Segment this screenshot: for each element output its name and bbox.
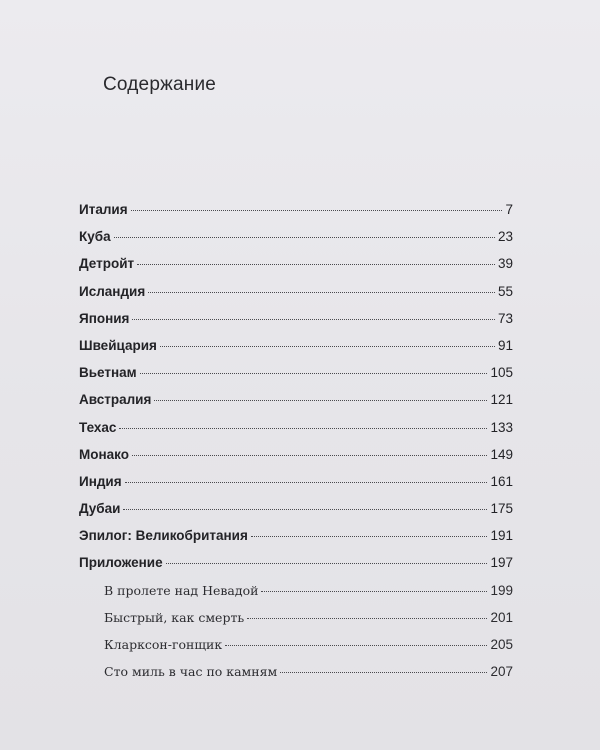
toc-page-number: 197: [490, 555, 513, 571]
dot-leader: [247, 618, 487, 619]
toc-page-number: 105: [490, 365, 513, 381]
toc-subentry-title: Кларксон-гонщик: [104, 637, 223, 652]
toc-page-number: 73: [497, 310, 513, 326]
toc-entry-title: Исландия: [79, 283, 146, 299]
dot-leader: [148, 292, 495, 293]
toc-subentry-nevada: [79, 583, 513, 610]
dot-leader: [160, 346, 495, 347]
toc-page-number: 175: [490, 501, 513, 517]
toc-entry-title: Приложение: [79, 555, 163, 571]
toc-page-number: 133: [490, 419, 513, 435]
toc-subentry-fast-as-death: [79, 610, 513, 637]
dot-leader: [225, 645, 487, 646]
toc-entry-title: Дубаи: [79, 501, 121, 517]
toc-entry-australia: [79, 392, 513, 419]
toc-entry-iceland: [79, 284, 513, 311]
toc-page-number: 39: [497, 256, 513, 272]
toc-entry-switzerland: [79, 338, 513, 365]
dot-leader: [261, 591, 487, 592]
toc-entry-title: Куба: [79, 229, 111, 245]
dot-leader: [131, 210, 503, 211]
toc-entry-vietnam: [79, 365, 513, 392]
toc-page-number: 199: [490, 582, 513, 598]
toc-page-number: 205: [490, 637, 513, 652]
toc-subentry-clarkson-racer: [79, 637, 513, 664]
toc-entry-title: Япония: [79, 310, 130, 326]
dot-leader: [132, 455, 487, 456]
toc-entry-texas: [79, 420, 513, 447]
dot-leader: [119, 428, 487, 429]
toc-page-number: 149: [490, 446, 513, 462]
toc-entry-title: Техас: [79, 419, 117, 435]
toc-subentry-hundred-mph: [79, 664, 513, 691]
toc-entry-title: Монако: [79, 446, 129, 462]
toc-page-number: 7: [505, 202, 513, 217]
dot-leader: [166, 563, 488, 564]
toc-page-number: 55: [497, 283, 513, 299]
table-of-contents: [79, 202, 513, 691]
dot-leader: [137, 264, 495, 265]
dot-leader: [114, 237, 495, 238]
dot-leader: [132, 319, 495, 320]
toc-page-number: 201: [490, 609, 513, 625]
toc-subentry-title: Быстрый, как смерть: [104, 609, 245, 625]
toc-entry-title: Детройт: [79, 256, 135, 272]
toc-subentry-title: Сто миль в час по камням: [104, 664, 278, 680]
toc-entry-dubai: [79, 501, 513, 528]
toc-page-number: 161: [490, 473, 513, 489]
toc-entry-cuba: [79, 229, 513, 256]
page-title: Содержание: [103, 74, 217, 95]
toc-entry-title: Вьетнам: [79, 365, 137, 381]
toc-entry-title: Индия: [79, 473, 122, 489]
toc-entry-detroit: [79, 256, 513, 283]
toc-entry-monaco: [79, 447, 513, 474]
toc-entry-title: Австралия: [79, 392, 152, 408]
toc-page-number: 91: [497, 337, 513, 353]
dot-leader: [280, 672, 487, 673]
toc-entry-appendix: [79, 555, 513, 582]
toc-entry-title: Эпилог: Великобритания: [79, 528, 248, 544]
toc-entry-title: Швейцария: [79, 337, 157, 353]
dot-leader: [251, 536, 488, 537]
dot-leader: [154, 400, 487, 401]
toc-page-number: 191: [490, 528, 513, 544]
dot-leader: [123, 509, 487, 510]
dot-leader: [125, 482, 488, 483]
toc-page-number: 207: [490, 664, 513, 680]
toc-page-number: 23: [497, 229, 513, 245]
dot-leader: [140, 373, 488, 374]
toc-entry-italy: [79, 202, 513, 229]
toc-page-number: 121: [490, 392, 513, 408]
toc-entry-title: Италия: [79, 202, 128, 217]
toc-entry-japan: [79, 311, 513, 338]
toc-entry-epilogue: [79, 528, 513, 555]
toc-entry-india: [79, 474, 513, 501]
toc-subentry-title: В пролете над Невадой: [104, 582, 259, 598]
